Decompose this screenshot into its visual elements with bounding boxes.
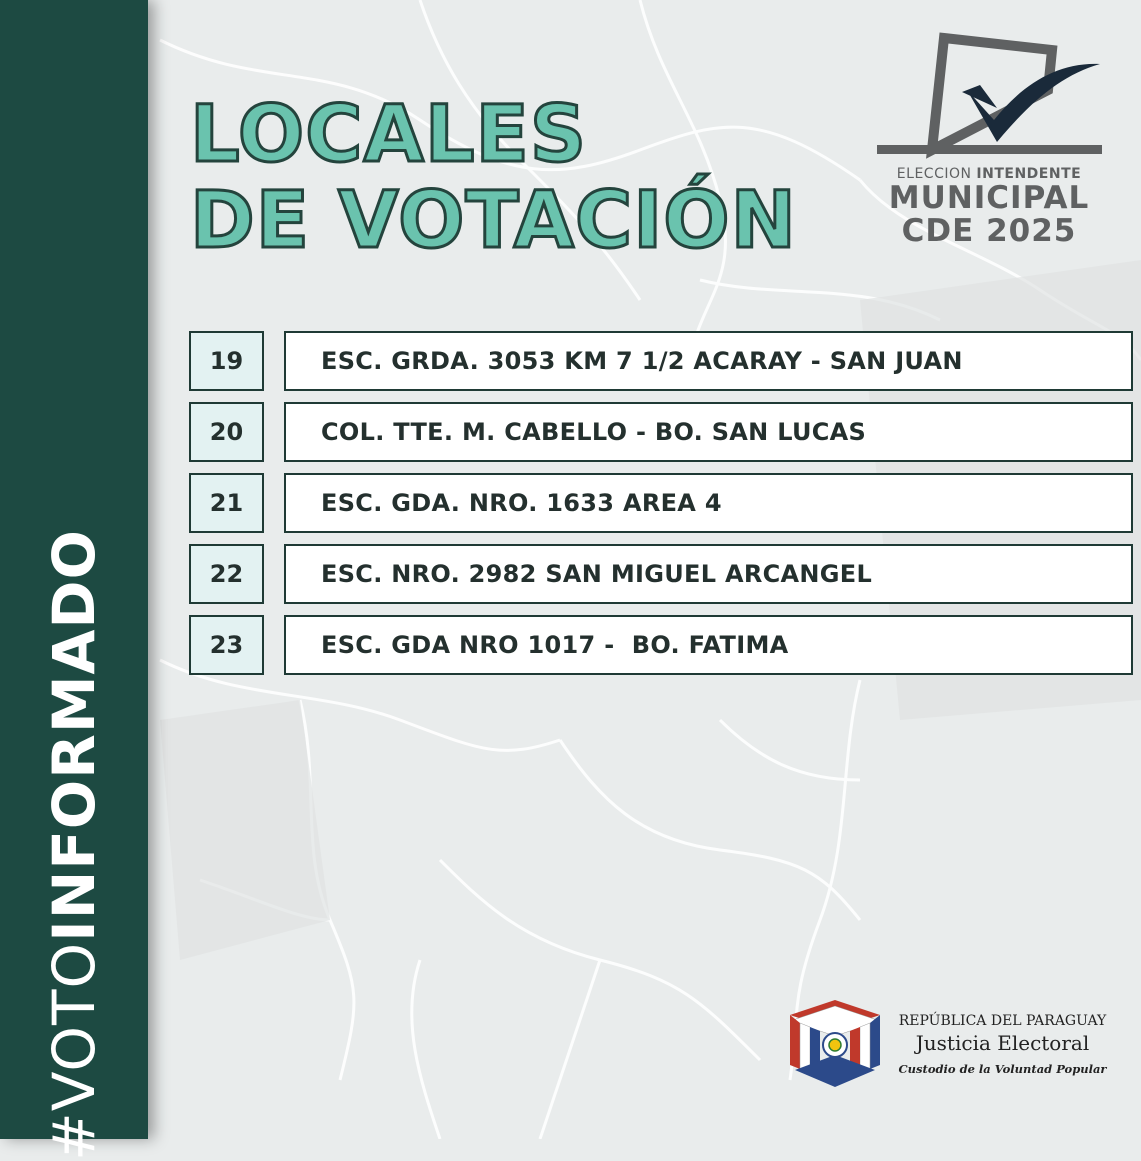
- justicia-electoral-logo: [785, 995, 885, 1090]
- organization-name: [895, 1013, 1110, 1076]
- title-line-2: DE VOTACIÓN: [190, 176, 797, 266]
- hashtag-bold: INFORMADO: [40, 529, 108, 942]
- hashtag-light: #VOTO: [40, 941, 108, 1161]
- org-country: REPÚBLICA DEL PARAGUAY: [898, 1013, 1107, 1029]
- badge-line-2: MUNICIPAL: [888, 180, 1090, 216]
- badge-line-1-light: ELECCION: [896, 166, 977, 182]
- badge-line-3: CDE 2025: [901, 213, 1077, 249]
- local-name: ESC. GDA. NRO. 1633 AREA 4: [284, 473, 1133, 533]
- hashtag-voto-informado: [40, 529, 108, 1161]
- local-name: ESC. NRO. 2982 SAN MIGUEL ARCANGEL: [284, 544, 1133, 604]
- local-number: 20: [189, 402, 264, 462]
- org-motto: Custodio de la Voluntad Popular: [898, 1062, 1107, 1076]
- title-line-1: LOCALES: [190, 90, 587, 180]
- local-name: COL. TTE. M. CABELLO - BO. SAN LUCAS: [284, 402, 1133, 462]
- page-title: [190, 92, 797, 264]
- local-number: 19: [189, 331, 264, 391]
- election-badge: [878, 166, 1100, 248]
- local-number: 21: [189, 473, 264, 533]
- org-title: Justicia Electoral: [915, 1031, 1090, 1055]
- local-name: ESC. GRDA. 3053 KM 7 1/2 ACARAY - SAN JUAN: [284, 331, 1133, 391]
- local-number: 22: [189, 544, 264, 604]
- local-name: ESC. GDA NRO 1017 - BO. FATIMA: [284, 615, 1133, 675]
- badge-line-1-bold: INTENDENTE: [976, 166, 1082, 182]
- sidebar-band: [0, 0, 148, 1161]
- local-number: 23: [189, 615, 264, 675]
